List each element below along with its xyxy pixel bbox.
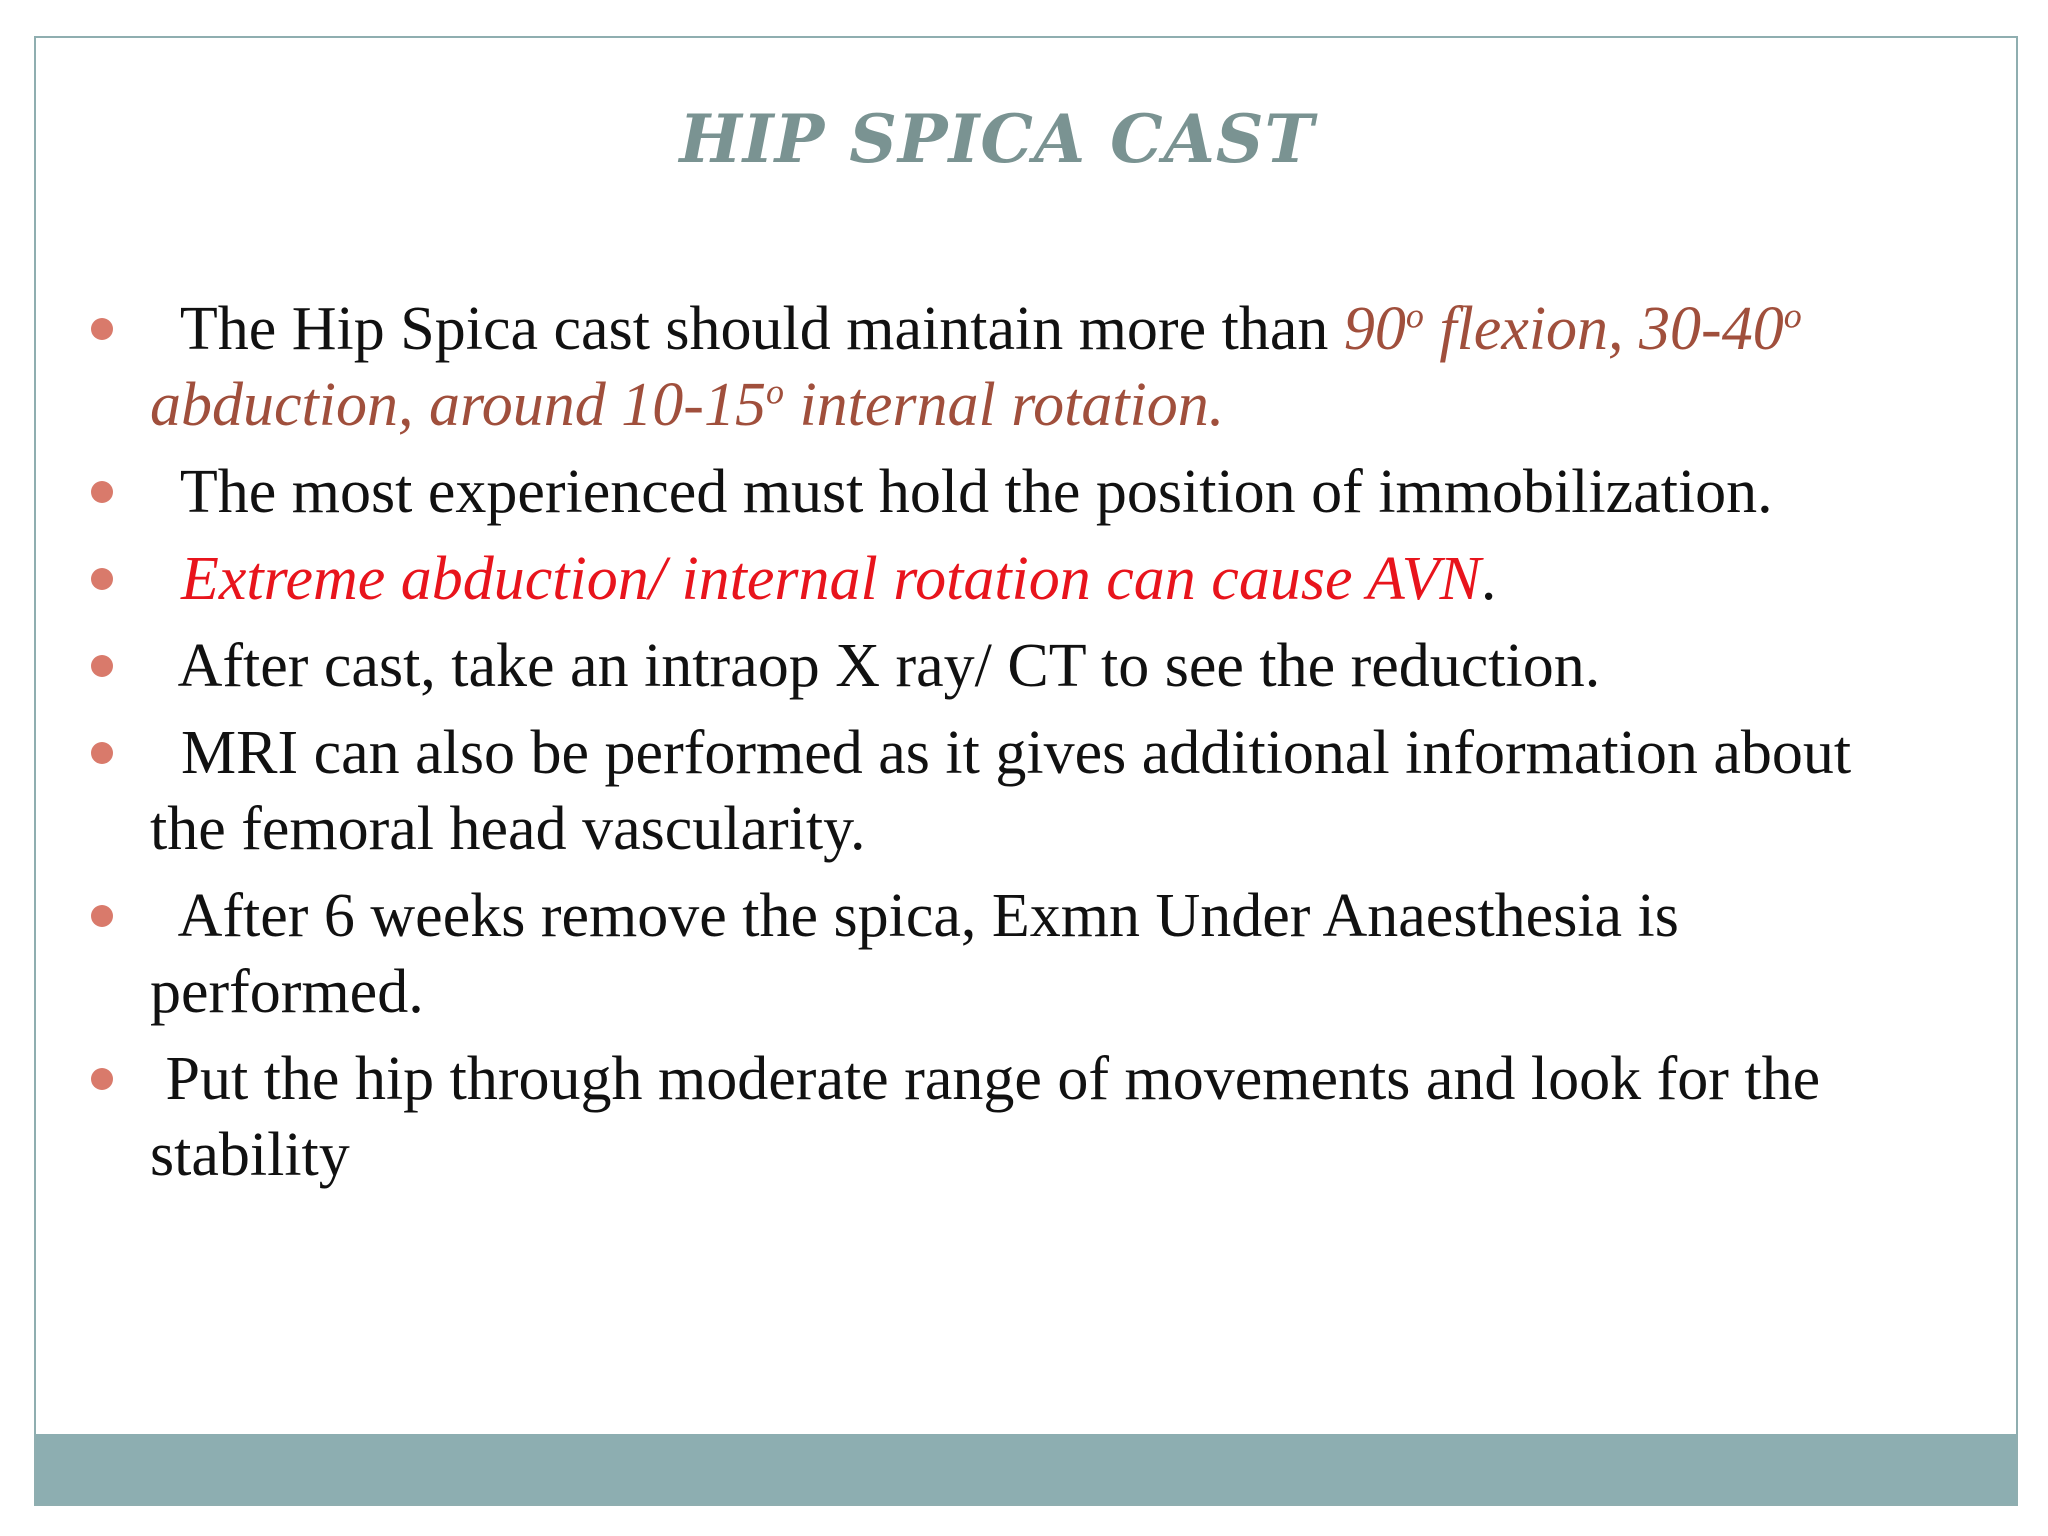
bullet-text: After 6 weeks remove the spica, Exmn Under Anaesthesia is performed. [150, 882, 1679, 1026]
slide-title: HIP SPICA CAST [679, 100, 1315, 178]
flexion-abduction-text: flexion, 30-40 [1423, 295, 1784, 363]
abduction-rotation-text: abduction, around 10-15 [150, 295, 1864, 439]
bullet-dot-icon [91, 318, 113, 340]
bullet-item [150, 541, 1910, 617]
bullet-indent [150, 882, 178, 950]
bullet-indent [150, 458, 180, 526]
bullet-item [150, 291, 1910, 443]
bullet-item [150, 715, 1910, 867]
bullet-item [150, 878, 1910, 1030]
bullet-list [150, 291, 1910, 1204]
bullet-text: MRI can also be performed as it gives additional information about the femoral head vascularity. [150, 719, 1852, 863]
bullet-dot-icon [91, 1068, 113, 1090]
degree-mark: o [1783, 295, 1802, 336]
bullet-dot-icon [91, 481, 113, 503]
bullet-text: After cast, take an intraop X ray/ CT to see the reduction. [177, 632, 1601, 700]
degree-mark: o [765, 371, 784, 412]
slide [34, 36, 2018, 1506]
internal-rotation-text: internal rotation. [783, 371, 1225, 439]
bullet-text: The most experienced must hold the position of immobilization. [179, 458, 1773, 526]
bullet-text: The Hip Spica cast should maintain more than [179, 295, 1344, 363]
bullet-indent [150, 545, 181, 613]
flexion-value: 90 [1343, 295, 1406, 363]
bullet-dot-icon [91, 742, 113, 764]
bullet-text: Put the hip through moderate range of movements and look for the stability [150, 1045, 1821, 1189]
bullet-dot-icon [91, 655, 113, 677]
bullet-text-tail: . [1480, 545, 1497, 613]
warning-text: Extreme abduction/ internal rotation can cause AVN [181, 545, 1481, 613]
bullet-dot-icon [91, 568, 113, 590]
bullet-item [150, 628, 1910, 704]
bullet-dot-icon [91, 905, 113, 927]
bullet-indent [150, 632, 178, 700]
bullet-indent [150, 719, 181, 787]
bullet-item [150, 454, 1910, 530]
degree-mark: o [1405, 295, 1424, 336]
bullet-indent [150, 1045, 166, 1113]
bullet-indent [150, 295, 180, 363]
footer-bar [36, 1434, 2016, 1504]
bullet-item [150, 1041, 1910, 1193]
